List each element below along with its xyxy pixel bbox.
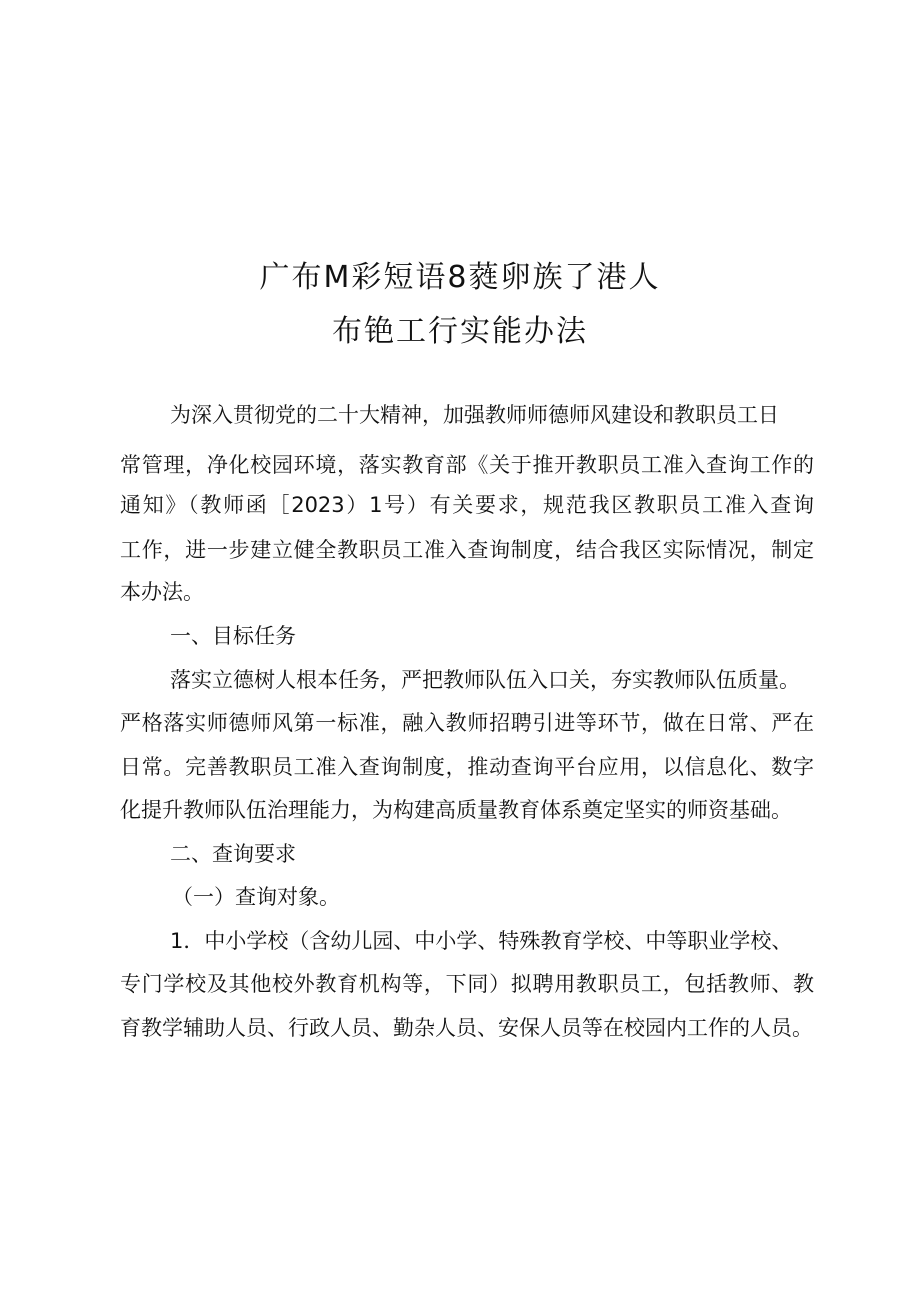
paragraph-targets-line-1: 1．中小学校（含幼儿园、中小学、特殊教育学校、中等职业学校、 <box>170 929 793 953</box>
document-title-line-1: 广布M彩短语8蕤卵族了港人 <box>259 260 661 295</box>
section-heading-query-requirements: 二、查询要求 <box>170 842 296 866</box>
paragraph-targets-line-3: 育教学辅助人员、行政人员、勤杂人员、安保人员等在校园内工作的人员。 <box>120 1016 813 1040</box>
paragraph-goals-line-3: 日常。完善教职员工准入查询制度，推动查询平台应用，以信息化、数字 <box>120 755 814 779</box>
paragraph-intro-line-2: 常管理，净化校园环境，落实教育部《关于推开教职员工准入查询工作的 <box>120 453 814 477</box>
paragraph-intro-line-3: 通知》（教师函［2023）1号）有关要求，规范我区教职员工准入查询 <box>120 493 814 517</box>
paragraph-goals-line-1: 落实立德树人根本任务，严把教师队伍入口关，夯实教师队伍质量。 <box>170 668 800 692</box>
subsection-heading-query-targets: （一）查询对象。 <box>172 885 340 909</box>
paragraph-intro-line-1: 为深入贯彻党的二十大精神，加强教师师德师风建设和教职员工日 <box>170 403 779 427</box>
document-title-line-2: 布铯工行实能办法 <box>332 314 588 349</box>
paragraph-intro-line-4: 工作，进一步建立健全教职员工准入查询制度，结合我区实际情况，制定 <box>120 538 814 562</box>
paragraph-goals-line-4: 化提升教师队伍治理能力，为构建高质量教育体系奠定坚实的师资基础。 <box>120 798 792 822</box>
paragraph-targets-line-2: 专门学校及其他校外教育机构等，下同）拟聘用教职员工，包括教师、教 <box>120 972 814 996</box>
paragraph-intro-line-5: 本办法。 <box>120 580 204 604</box>
section-heading-goals: 一、目标任务 <box>170 624 296 648</box>
paragraph-goals-line-2: 严格落实师德师风第一标准，融入教师招聘引进等环节，做在日常、严在 <box>120 711 814 735</box>
